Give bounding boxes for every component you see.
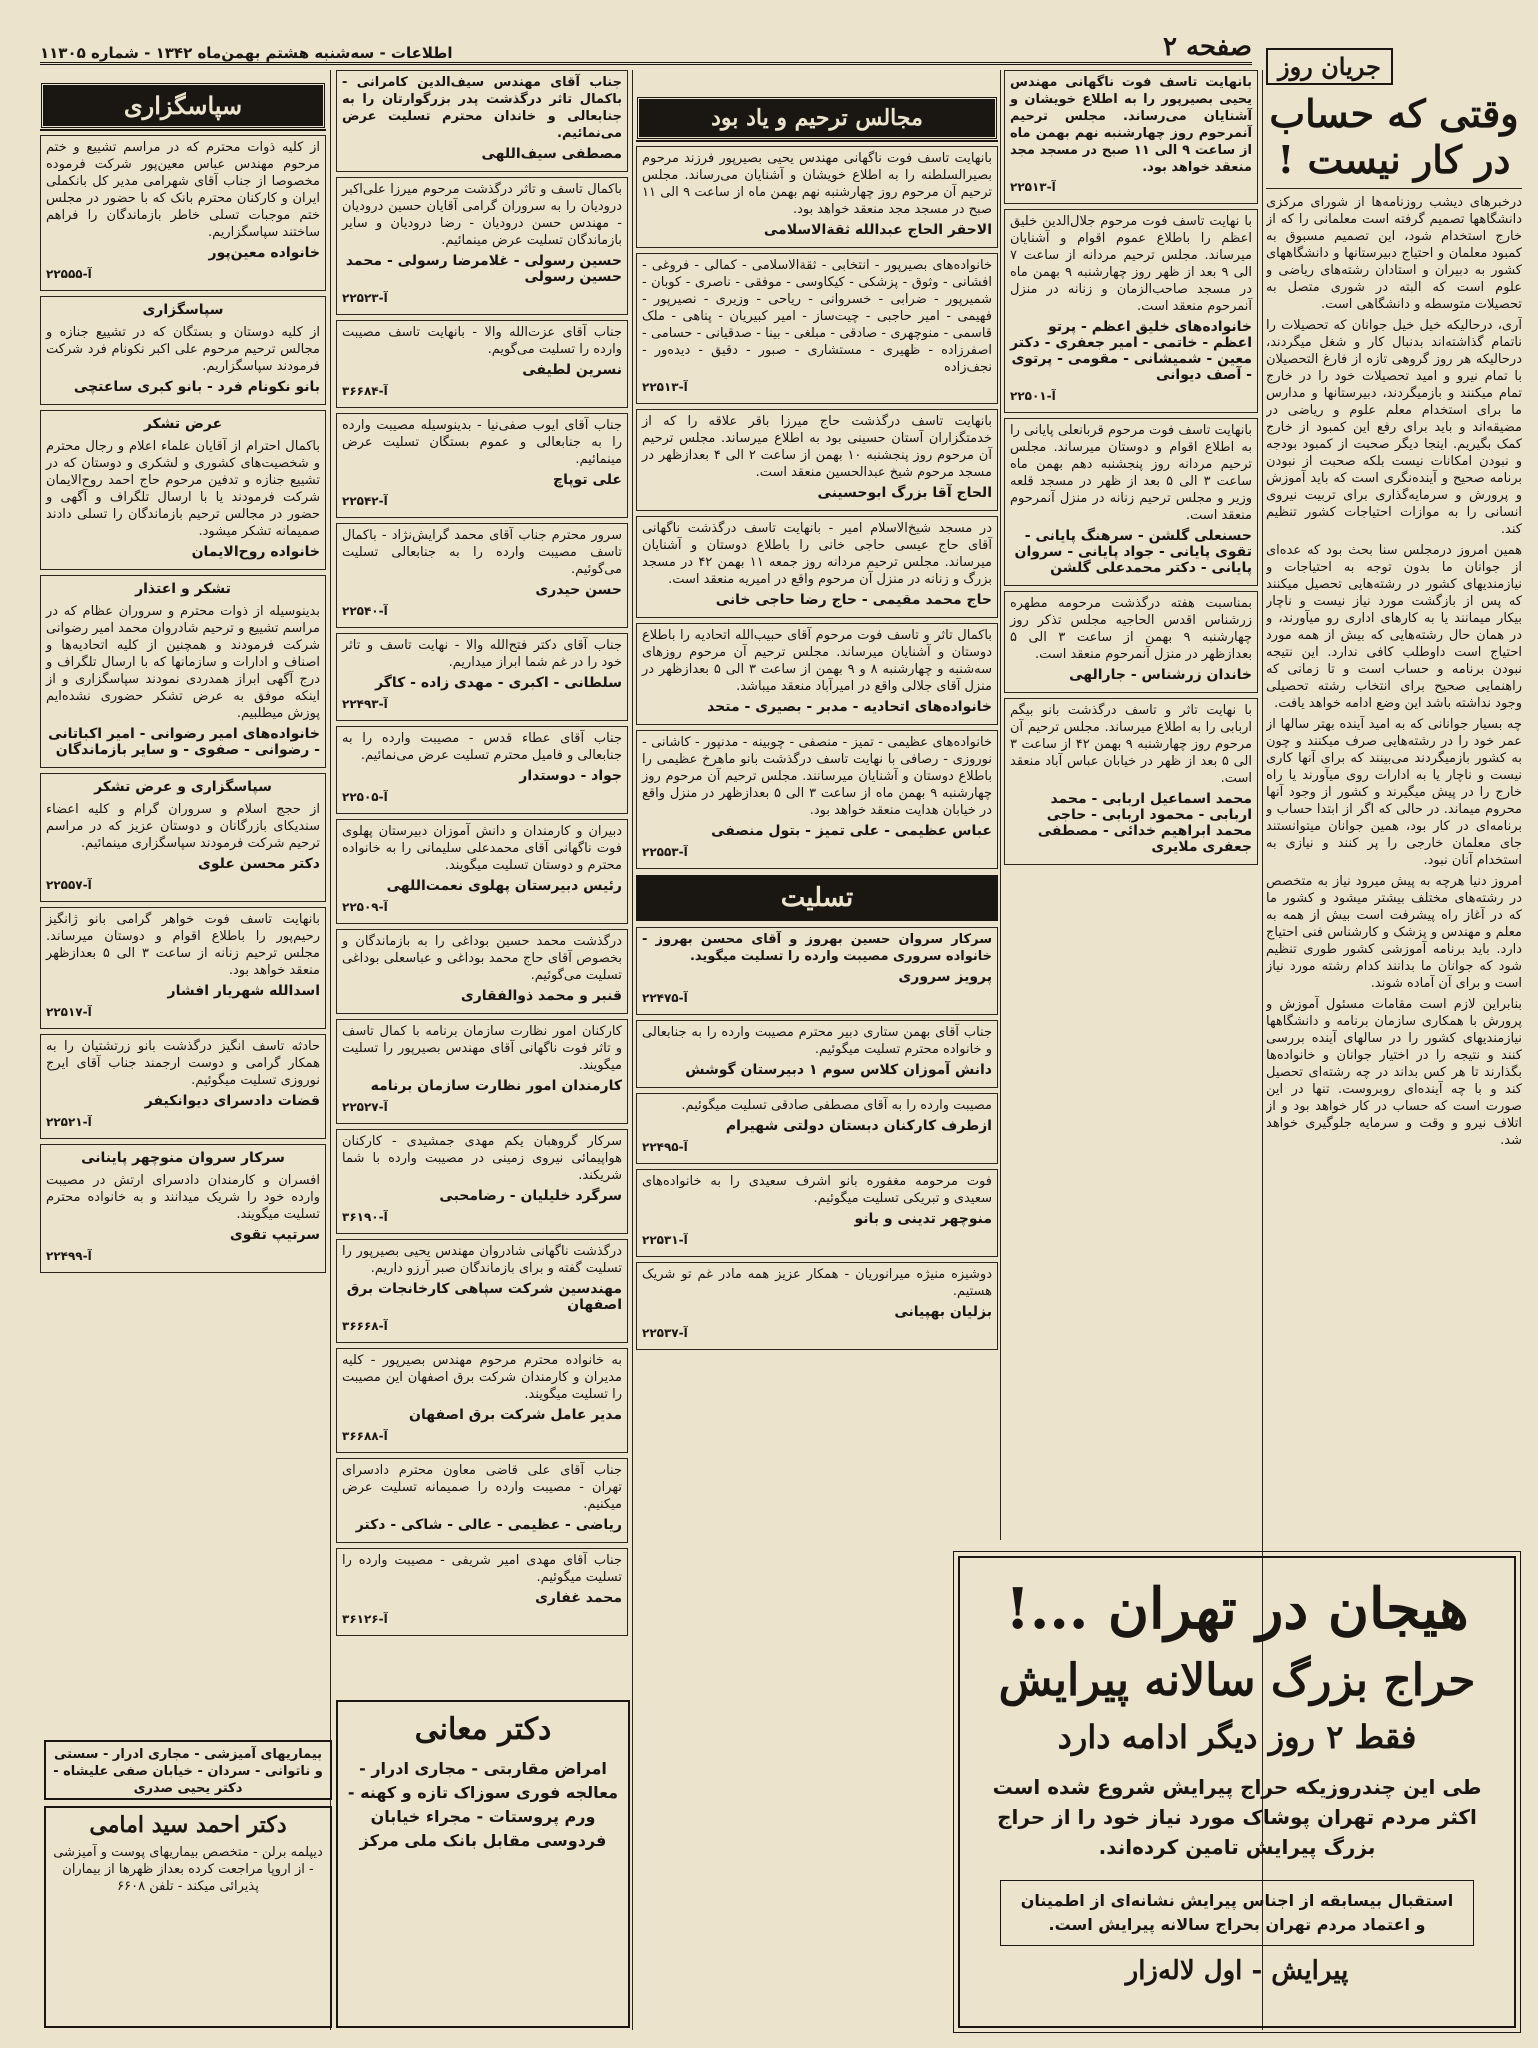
notice-text: بدینوسیله از ذوات محترم و سروران عظام که در مراسم تشییع و ترحیم شادروان محمد امیر رضوانی شرکت فرمودند و همچنین از کلیه اتحادیه‌ها و اصناف و ادارات و سازمانها که با ارسال تلگراف و درج آگهی ابراز همدردی نمودند سپاسگزاری و از اینکه موفق به عرض تشکر حضوری نشده‌ایم پوزش میطلبیم. [46, 604, 320, 721]
page-number: صفحه ۲ [1163, 32, 1252, 62]
notice-signature: محمد اسماعیل اربابی - محمد اربابی - محمود اربابی - حاجی محمد ابراهیم خدائی - مصطفی جعفری ملایری [1037, 791, 1252, 855]
notice-signature: حسن حیدری [535, 582, 622, 598]
doctor-ad [44, 1740, 332, 1800]
notice-text: خانواده‌های بصیرپور - انتخابی - ثقةالاسلامی - کمالی - فروغی - افشانی - وثوق - پزشکی - کیکاوسی - موفقی - ناصری - کوبان - شمیرپور - ضرابی - خسروانی - ریاحی - وزیری - نصیرپور - فهیمی - امیر حاجبی - چیت‌ساز - امیر کبیریان - پناهی - ملک قاسمی - منوچهری - صادقی - مبلغی - بینا - صدقیانی - حسامی - اصفرزاده - ظهیری - مستشاری - صبور - دقیق - دیده‌ور - نجف‌زاده [642, 258, 992, 375]
notice-ref: آ-۲۲۵۰۵ [342, 790, 388, 804]
ad-tagline: فقط ۲ روز دیگر ادامه دارد [1057, 1718, 1417, 1756]
notice-ref: آ-۲۲۵۳۱ [642, 1233, 688, 1247]
notice-heading: سپاسگزاری و عرض تشکر [94, 779, 272, 795]
notice-text: از حجج اسلام و سروران گرام و کلیه اعضاء سندیکای بازرگانان و دوستان عزیز که در مراسم ترحیم شرکت فرمودند سپاسگزاری مینمائیم. [46, 802, 320, 851]
notice-text: جناب آقای بهمن ستاری دبیر محترم مصیبت وارده را به جنابعالی و خانواده محترم تسلیت میگوئیم. [642, 1025, 992, 1057]
notice-text: افسران و کارمندان دادسرای ارتش در مصیبت وارده خود را شریک میدانند و به خانواده محترم تسلیت میگویند. [46, 1173, 320, 1222]
memorial-banner: مجالس ترحیم و یاد بود [636, 96, 998, 140]
notice-text: بانهایت تاسف فوت ناگهانی مهندس یحیی بصیرپور فرزند مرحوم بصیرالسلطنه را به اطلاع خویشان و آشنایان می‌رساند. مجلس ترحیم آن مرحوم روز چهارشنبه نهم بهمن ماه از ساعت ۹ الی ۱۱ صبح در مسجد مجد منعقد خواهد بود. [642, 151, 992, 217]
notice-ref: آ-۳۶۶۶۸ [342, 1319, 388, 1333]
ad-subheadline: حراج بزرگ سالانه پیرایش [998, 1655, 1476, 1706]
notice-ref: آ-۲۲۵۲۷ [342, 1100, 388, 1114]
editorial-kicker: جریان روز [1266, 48, 1393, 85]
notice-ref: آ-۲۲۵۴۲ [342, 494, 388, 508]
notice-signature: اسدالله شهریار افشار [167, 983, 320, 999]
notice-ref: آ-۲۲۵۱۷ [46, 1005, 92, 1019]
notice-signature: بانو نکونام فرد - بانو کبری ساعتچی [73, 379, 320, 395]
ad-headline: هیجان در تهران ...! [1005, 1576, 1469, 1642]
page-header [40, 28, 1252, 65]
notice-signature: کارمندان امور نظارت سازمان برنامه [370, 1078, 622, 1094]
notice-text: مصیبت وارده را به آقای مصطفی صادقی تسلیت میگوئیم. [681, 1098, 992, 1113]
doctor-ad-text: بیماریهای آمیزشی - مجاری ادرار - سستی و ناتوانی - سردان - خیابان صفی علیشاه - دکتر یحیی صدری [53, 1747, 323, 1796]
notice-signature: پرویز سروری [898, 969, 992, 985]
editorial-paragraph: درخبرهای دیشب روزنامه‌ها از شورای مرکزی دانشگاهها تصمیم گرفته است معلمانی را که از خارج استخدام شود، این تصمیم مسبوق به کمبود معلمان و احتیاج دبیرستانها و دانشگاههای کشور به دبیران و استادان رشته‌های ریاضی و علوم است که البته در شوری متصل به تحصیلات متوسطه و دانشگاهی است. [1266, 195, 1522, 312]
thanks-banner: سپاسگزاری [40, 82, 326, 129]
notice-signature: خانواده روح‌الایمان [191, 544, 320, 560]
notice-ref: آ-۲۲۵۱۳ [642, 380, 688, 394]
notice-signature: خانواده‌های خلیق اعظم - پرتو اعظم - خاتمی - امیر جعفری - دکتر معین - شمیشانی - مقومی - پرتوی - آصف دیوانی [1010, 319, 1252, 383]
editorial-paragraph: بنابراین لازم است مقامات مسئول آموزش و پرورش با همکاری سازمان برنامه و دانشگاهها نیازمندیهای کشور را در سالهای آینده بررسی کنند و نتیجه را در اختیار جوانان و خانواده‌ها بگذارند تا هر کس بداند در چه رشته‌ای تحصیل کند و با چه آینده‌ای روبروست. تنها در این صورت است که حساب در کار خواهد بود و از اتلاف نیرو و وقت و سرمایه جلوگیری خواهد شد. [1266, 997, 1522, 1148]
notice-text: بانهایت تاسف فوت مرحوم قربانعلی پایانی را به اطلاع اقوام و دوستان میرساند. مجلس ترحیم مردانه روز پنجشنبه دهم بهمن ماه ساعت ۳ الی ۵ بعد از ظهر در مسجد قلعه وزیر و مجلس ترحیم زنانه در منزل آنمرحوم منعقد است. [1010, 423, 1252, 523]
notice-text: باکمال تاثر و تاسف فوت مرحوم آقای حبیب‌الله اتحادیه را باطلاع دوستان و آشنایان میرساند. مجلس ترحیم آن مرحوم روزهای سه‌شنبه و چهارشنبه ۸ و ۹ بهمن از ساعت ۳ الی ۵ بعدازظهر در منزل آقای جلالی واقع در امیرآباد منعقد میباشد. [642, 628, 992, 694]
notice-text: جناب آقای علی قاضی معاون محترم دادسرای تهران - مصیبت وارده را صمیمانه تسلیت عرض میکنیم. [342, 1463, 622, 1512]
notice-text: جناب آقای عطاء قدس - مصیبت وارده را به جنابعالی و فامیل محترم تسلیت عرض می‌نمائیم. [342, 731, 622, 763]
notice-signature: رئیس دبیرستان پهلوی نعمت‌اللهی [386, 878, 622, 894]
notice-ref: آ-۲۲۴۹۹ [46, 1249, 92, 1263]
notice-signature: حسنعلی گلشن - سرهنگ پایانی - تقوی پایانی - جواد پایانی - سروان پایانی - دکتر محمدعلی گلشن [1014, 528, 1252, 576]
notice-text: جناب آقای عزت‌الله والا - بانهایت تاسف مصیبت وارده را تسلیت می‌گویم. [342, 325, 622, 357]
notice-text: دبیران و کارمندان و دانش آموزان دبیرستان پهلوی فوت ناگهانی آقای محمدعلی سلیمانی را به خانواده محترم و دوستان تسلیت میگویند. [342, 824, 622, 873]
notice-signature: خانواده‌های امیر رضوانی - امیر اکباتانی - رضوانی - صفوی - و سایر بازماندگان [48, 726, 320, 758]
notice-ref: آ-۲۲۵۲۱ [46, 1115, 92, 1129]
notice-text: سرکار سروان حسین بهروز و آقای محسن بهروز - خانواده سروری مصیبت وارده را تسلیت میگوید. [642, 932, 992, 964]
notice-signature: سرتیپ تقوی [229, 1227, 320, 1243]
notice-ref: آ-۲۲۵۱۳ [1010, 180, 1056, 194]
notice-signature: دکتر محسن علوی [198, 856, 320, 872]
notice-ref: آ-۳۶۱۹۰ [342, 1210, 388, 1224]
notice-signature: بزلیان بهپیانی [894, 1304, 992, 1320]
notice-text: درگذشت محمد حسین بوداغی را به بازماندگان و بخصوص آقای حاج محمد بوداغی و عباسعلی بوداغی تسلیت می‌گوئیم. [342, 934, 622, 983]
editorial-paragraph: آری، درحالیکه خیل خیل جوانان که تحصیلات را ناتمام گذاشته‌اند بدنبال کار و شغل میگردند، درحالیکه هر روز گروهی تازه از فارغ التحصیلان با تمام نیرو و امید تحصیلات خود را در خارج تمام میکنند و بازمیگردند، دبیرستانها و مدارس ما برای استخدام معلم علوم و ریاضی در مضیقه‌اند و باید برای رفع این کمبود از خارج کمک بگیریم. اینجا دیگر صحبت از کمبود بودجه و نبودن امکانات نیست بلکه صحبت از نبودن برنامه صحیح و آینده‌نگری است که باید آموزش و پرورش و سرمایه‌گذاری برای تربیت نیروی انسانی را به موازات احتیاجات کشور تنظیم کند. [1266, 318, 1522, 537]
notice-signature: حاج محمد مقیمی - حاج رضا حاجی خانی [715, 592, 992, 608]
notice-signature: جواد - دوستدار [519, 768, 622, 784]
notice-signature: مصطفی سیف‌اللهی [481, 146, 622, 162]
notice-text: سرور محترم جناب آقای محمد گرایش‌نژاد - باکمال تاسف مصیبت وارده را به جنابعالی تسلیت می‌گوئیم. [342, 528, 622, 577]
sale-advertisement [958, 1556, 1516, 2028]
notice-text: بانهایت تاسف درگذشت حاج میرزا باقر علاقه را که از خدمتگزاران آستان حسینی بود به اطلاع میرساند. مجلس ترحیم آن مرحوم روز پنجشنبه ۱۰ بهمن از ساعت ۲ الی ۴ بعدازظهر در مسجد مرحوم شیخ عبدالحسین منعقد است. [642, 414, 992, 480]
notice-signature: مدیر عامل شرکت برق اصفهان [409, 1407, 622, 1423]
notice-signature: قضات دادسرای دیوانکیفر [144, 1093, 320, 1109]
notice-signature: علی توپاچ [553, 472, 622, 488]
notice-ref: آ-۳۶۶۸۸ [342, 1429, 388, 1443]
thanks-column [40, 82, 326, 1722]
notice-text: به خانواده محترم مرحوم مهندس بصیرپور - کلیه مدیران و کارمندان شرکت برق اصفهان این مصیبت را تسلیت میگویند. [342, 1353, 622, 1402]
notice-signature: محمد غفاری [535, 1590, 622, 1606]
notice-signature: قنبر و محمد ذوالفقاری [460, 988, 622, 1004]
doctor-ad [44, 1806, 332, 2028]
notice-text: بانهایت تاسف فوت ناگهانی مهندس یحیی بصیرپور را به اطلاع خویشان و آشنایان می‌رساند. مجلس ترحیم آنمرحوم روز چهارشنبه نهم بهمن ماه از ساعت ۹ الی ۱۱ صبح در مسجد مجد منعقد خواهد بود. [1010, 75, 1252, 175]
notice-text: بانهایت تاسف فوت خواهر گرامی بانو ژانگیز رحیم‌پور را باطلاع اقوام و دوستان میرساند. مجلس ترحیم زنانه از ساعت ۳ الی ۵ بعدازظهر منعقد خواهد بود. [46, 912, 320, 978]
notice-signature: نسرین لطیفی [522, 362, 622, 378]
notice-text: حادثه تاسف انگیز درگذشت بانو زرتشتیان را به همکار گرامی و دوست ارجمند جناب آقای ایرج نوروزی تسلیت میگوئیم. [46, 1039, 320, 1088]
notice-text: جناب آقای مهدی امیر شریفی - مصیبت وارده را تسلیت میگوئیم. [342, 1553, 622, 1585]
editorial-paragraph: همین امروز درمجلس سنا بحث بود که عده‌ای از جوانان ما بدون توجه به احتیاجات و نیازمندیهای کشور در رشته‌هایی تحصیل میکنند که پس از بازگشت مورد نیاز نیست و ناچار بیکار میمانند یا به کارهای اداری رو میآورند، و در همان حال رشته‌هایی که بیش از همه مورد احتیاج است داوطلب کافی ندارد. این نتیجه نبودن برنامه و حساب است و تا زمانی که راهنمایی صحیح برای انتخاب رشته تحصیلی وجود نداشته باشد این وضع ادامه خواهد یافت. [1266, 543, 1522, 711]
doctor-ad-text: دیپلمه برلن - متخصص بیماریهای پوست و آمیزشی - از اروپا مراجعت کرده بعداز ظهرها از بیماران پذیرائی میکند - تلفن ۶۶۰۸ [53, 1845, 323, 1894]
notice-text: از کلیه دوستان و بستگان که در تشییع جنازه و مجالس ترحیم مرحوم علی اکبر نکونام فرد شرکت فرمودند سپاسگزاریم. [46, 325, 320, 374]
memorial-right-column [1004, 70, 1258, 1530]
notice-heading: عرض تشکر [143, 416, 223, 432]
notice-text: باکمال تاسف و تاثر درگذشت مرحوم میرزا علی‌اکبر درودیان را به سروران گرامی آقایان حسین درودیان - مهندس حسن درودیان - رضا درودیان و سایر بازماندگان تسلیت عرض مینمائیم. [342, 182, 622, 248]
notice-text: فوت مرحومه مغفوره بانو اشرف سعیدی را به خانواده‌های سعیدی و تبریکی تسلیت میگوئیم. [642, 1174, 992, 1206]
notice-signature: دانش آموزان کلاس سوم ۱ دبیرستان گوشش [685, 1062, 992, 1078]
notice-signature: الاحقر الحاج عبدالله ثقةالاسلامی [763, 222, 992, 238]
notice-signature: خانواده معین‌پور [208, 245, 320, 261]
notice-text: با نهایت تاسف فوت مرحوم جلال‌الدین خلیق اعظم را باطلاع عموم اقوام و آشنایان میرساند. مجلس ترحیم مردانه از ساعت ۷ الی ۹ بعد از ظهر روز چهارشنبه ۹ بهمن ماه در مسجد صاحب‌الزمان و زنانه در منزل آنمرحوم منعقد است. [1010, 214, 1252, 314]
notice-signature: عباس عظیمی - علی تمیز - بتول منصفی [711, 823, 992, 839]
notice-ref: آ-۲۲۵۵۵ [46, 267, 92, 281]
notice-text: با نهایت تاثر و تاسف درگذشت بانو بیگم اربابی را به اطلاع میرساند. مجلس ترحیم آن مرحوم روز چهارشنبه ۹ بهمن ۴۲ از ساعت ۳ الی ۵ بعد از ظهر در خیابان عباس آباد منعقد است. [1010, 703, 1252, 786]
notice-signature: الحاج آقا بزرگ ابوحسینی [817, 485, 992, 501]
notice-heading: سپاسگزاری [142, 302, 224, 318]
notice-text: از کلیه ذوات محترم که در مراسم تشییع و ختم مرحوم مهندس عباس معین‌پور شرکت فرموده مخصوصا از جناب آقای شهرامی مدیر کل بانکملی ایران و کارکنان محترم بانک که با حضور در مجلس ختم موجبات تسلی خاطر بازماندگان را فراهم ساختند سپاسگزاریم. [46, 140, 320, 240]
doctor-ad [336, 1700, 630, 2028]
notice-text: جناب آقای مهندس سیف‌الدین کامرانی - باکمال تاثر درگذشت پدر بزرگوارتان را به جنابعالی و خاندان محترم تسلیت عرض می‌نمائیم. [342, 75, 622, 141]
ad-body: طی این چندروزیکه حراج پیرایش شروع شده است اکثر مردم تهران پوشاک مورد نیاز خود را از حراج بزرگ پیرایش تامین کرده‌اند. [992, 1775, 1482, 1859]
notice-ref: آ-۳۶۱۲۶ [342, 1612, 388, 1626]
editorial-title: وقتی که حساب در کار نیست ! [1269, 91, 1519, 182]
notice-signature: خاندان زرشناس - جارالهی [1069, 667, 1252, 683]
notice-text: جناب آقای دکتر فتح‌الله والا - نهایت تاسف و تاثر خود را در غم شما ابراز میداریم. [342, 638, 622, 670]
condolence-banner: تسلیت [636, 875, 998, 921]
notice-text: باکمال احترام از آقایان علماء اعلام و رجال محترم و شخصیت‌های کشوری و لشکری و دوستان که در تشییع جنازه و تدفین مرحوم حاج احمد روح‌الایمان شرکت فرمودند یا با ارسال تلگراف و آگهی و حضور در مجالس ترحیم بازماندگان را تسلی دادند صمیمانه تشکر میشود. [46, 439, 320, 539]
memorial-column [636, 96, 998, 2026]
notice-signature: خانواده‌های اتحادیه - مدبر - بصیری - متحد [707, 699, 992, 715]
notice-text: سرکار گروهبان یکم مهدی جمشیدی - کارکنان هواپیمائی نیروی زمینی در مصیبت وارده با شما شریکند. [342, 1134, 622, 1183]
notice-signature: ریاضی - عظیمی - عالی - شاکی - دکتر [355, 1517, 622, 1533]
ad-footer: پیرایش - اول لاله‌زار [1125, 1956, 1349, 1986]
notice-signature: سلطانی - اکبری - مهدی زاده - کاگر [375, 675, 622, 691]
editorial-paragraph: امروز دنیا هرچه به پیش میرود نیاز به متخصص در رشته‌های مختلف بیشتر میشود و کشور ما که در آغاز راه پیشرفت است بیش از همه به معلم و مهندس و پزشک و کارشناس فنی احتیاج دارد. باید برنامه آموزشی کشور طوری تنظیم شود که جوانان ما بدانند کدام رشته مورد نیاز است و برای آن آماده شوند. [1266, 874, 1522, 991]
notice-signature: حسین رسولی - غلامرضا رسولی - محمد حسین رسولی [345, 253, 622, 285]
notice-ref: آ-۲۲۵۲۳ [342, 291, 388, 305]
doctor-name: دکتر احمد سید امامی [89, 1812, 287, 1838]
notice-ref: آ-۲۲۴۹۵ [642, 1140, 688, 1154]
ad-note: استقبال بیسابقه از اجناس پیرایش نشانه‌ای از اطمینان و اعتماد مردم تهران بحراج سالانه پیرایش است. [1000, 1880, 1474, 1946]
notice-ref: آ-۲۲۵۰۱ [1010, 389, 1056, 403]
notice-text: کارکنان امور نظارت سازمان برنامه با کمال تاسف و تاثر فوت ناگهانی آقای مهندس بصیرپور را تسلیت میگویند. [342, 1024, 622, 1073]
editorial-paragraph: چه بسیار جوانانی که به امید آینده بهتر سالها از عمر خود را در رشته‌هایی صرف میکنند و چون به کشور بازمیگردند می‌بینند که برای آنها کاری نیست و ناچار یا به ادارات روی میآورند یا راه خارج را در پیش میگیرند و کشور از وجود آنها محروم میماند. در حالی که اگر از ابتدا حساب و برنامه‌ای در کار بود، همین جوانان میتوانستند جای معلمان خارجی را پر کنند و نیازی به استخدام آنان نبود. [1266, 717, 1522, 868]
notice-ref: آ-۲۲۵۵۷ [46, 878, 92, 892]
notice-text: جناب آقای ایوب صفی‌نیا - بدینوسیله مصیبت وارده را به جنابعالی و عموم بستگان تسلیت عرض مینمائیم. [342, 418, 622, 467]
notice-ref: آ-۳۶۶۸۴ [342, 384, 388, 398]
notice-text: در مسجد شیخ‌الاسلام امیر - بانهایت تاسف درگذشت ناگهانی آقای حاج عیسی حاجی خانی را باطلاع دوستان و آشنایان میرساند. مجلس ترحیم مردانه روز جمعه ۱۱ بهمن ۴۲ در مسجد بزرگ و زنانه در منزل آن مرحوم واقع در امیریه منعقد است. [642, 521, 992, 587]
publication-info: اطلاعات - سه‌شنبه هشتم بهمن‌ماه ۱۳۴۲ - شماره ۱۱۳۰۵ [40, 44, 453, 62]
doctor-name: دکتر معانی [414, 1712, 552, 1747]
notice-ref: آ-۲۲۵۰۹ [342, 900, 388, 914]
notice-text: دوشیزه منیژه میرانوریان - همکار عزیز همه مادر غم تو شریک هستیم. [642, 1267, 992, 1299]
notice-text: بمناسبت هفته درگذشت مرحومه مطهره زرشناس اقدس الحاجیه مجلس تذکر روز چهارشنبه ۹ بهمن از ساعت ۳ الی ۵ بعدازظهر در منزل آنمرحوم منعقد است. [1010, 596, 1252, 662]
notice-heading: تشکر و اعتذار [135, 581, 231, 597]
notice-ref: آ-۲۲۴۹۳ [342, 697, 388, 711]
notice-ref: آ-۲۲۵۵۳ [642, 845, 688, 859]
notice-ref: آ-۲۲۵۳۷ [642, 1326, 688, 1340]
notice-ref: آ-۲۲۵۴۰ [342, 604, 388, 618]
notice-signature: ازطرف کارکنان دبستان دولتی شهیرام [725, 1118, 992, 1134]
notice-text: خانواده‌های عظیمی - تمیز - منصفی - چوبینه - مدنپور - کاشانی - نوروزی - رصافی با نهایت تاسف درگذشت بانو ماهرخ عظیمی را باطلاع دوستان و آشنایان میرسانند. مجلس ترحیم آن مرحوم روز چهارشنبه ۹ بهمن ماه از ساعت ۳ الی ۵ بعدازظهر در منزل واقع در خیابان هدایت منعقد خواهد بود. [642, 735, 992, 818]
notice-text: درگذشت ناگهانی شادروان مهندس یحیی بصیرپور را تسلیت گفته و برای بازماندگان صبر آرزو داریم. [342, 1244, 622, 1276]
notice-signature: مهندسین شرکت سپاهی کارخانجات برق اصفهان [346, 1281, 622, 1313]
notice-heading: سرکار سروان منوچهر پاینانی [81, 1150, 285, 1166]
notice-signature: منوچهر تدینی و بانو [854, 1211, 992, 1227]
notice-signature: سرگرد خلیلیان - رضامحبی [439, 1188, 622, 1204]
notice-ref: آ-۲۲۴۷۵ [642, 991, 688, 1005]
doctor-ad-text: امراض مقاربتی - مجاری ادرار - معالجه فوری سوزاک تازه و کهنه - ورم پروستات - مجراء خیابان فردوسی مقابل بانک ملی مرکز [347, 1759, 619, 1850]
